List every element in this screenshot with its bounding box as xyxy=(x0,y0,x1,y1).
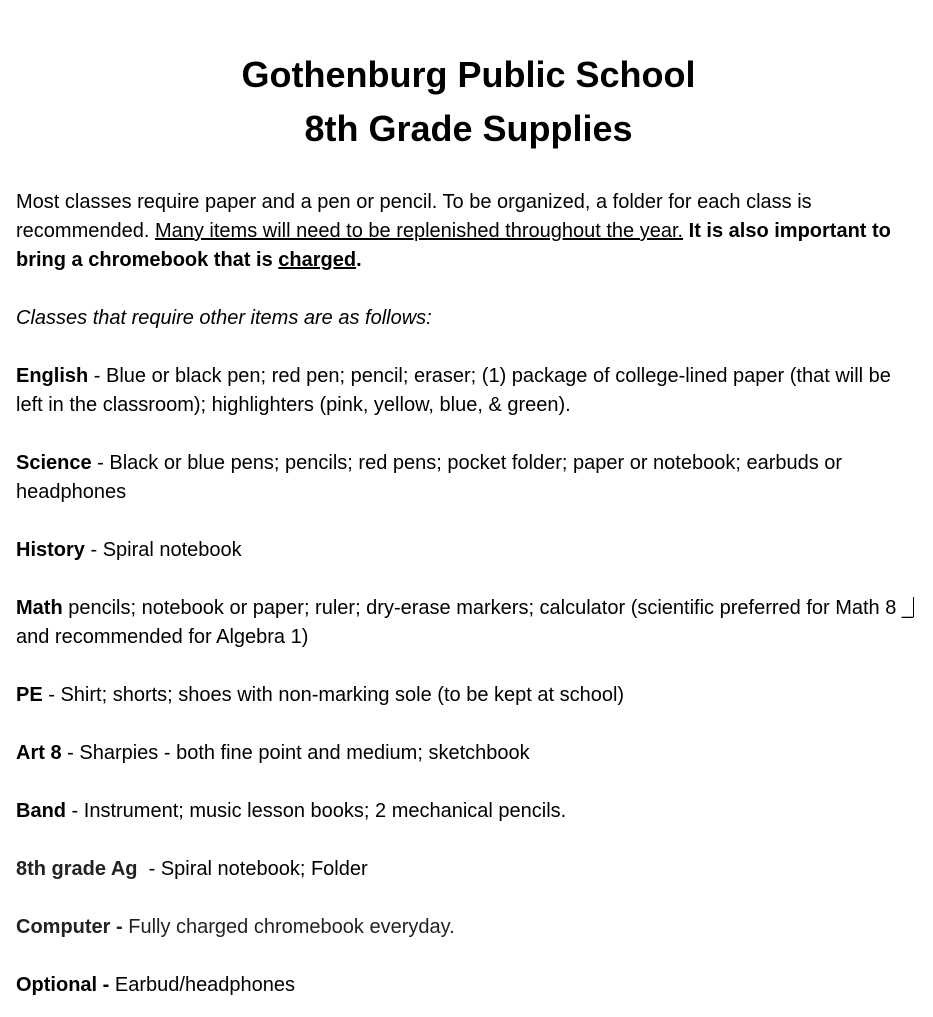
subject-name: 8th grade Ag xyxy=(16,858,138,880)
subject-optional xyxy=(16,971,921,1000)
school-title: Gothenburg Public School xyxy=(241,54,696,95)
subject-history xyxy=(16,536,921,565)
grade-title: 8th Grade Supplies xyxy=(304,108,633,149)
subject-items: Spiral notebook xyxy=(102,539,242,561)
subject-items: pencils; notebook or paper; ruler; dry-erase markers; calculator (scientific preferred for Math 8 _ xyxy=(68,597,914,619)
subject-items: Earbud/headphones xyxy=(114,974,296,996)
subject-items: Shirt; shorts; shoes with non-marking sole (to be kept at school) xyxy=(60,684,625,706)
subject-name: Math xyxy=(16,597,63,619)
subject-items-continued: and recommended for Algebra 1) xyxy=(16,626,309,648)
intro-underlined-text: Many items will need to be replenished throughout the year. xyxy=(154,220,684,242)
intro-charged-text: charged xyxy=(278,249,357,271)
subject-math xyxy=(16,594,921,652)
classes-heading: Classes that require other items are as follows: xyxy=(16,307,432,329)
subject-name: English xyxy=(16,365,89,387)
title-block xyxy=(16,0,921,156)
subject-items: Sharpies - both fine point and medium; sketchbook xyxy=(79,742,530,764)
subject-items: Fully charged chromebook everyday. xyxy=(128,916,455,938)
subject-separator: - xyxy=(137,858,161,880)
subject-art xyxy=(16,739,921,768)
subject-name: PE xyxy=(16,684,43,706)
intro-bold-text: It is also important to bring a chromebook that is xyxy=(16,220,891,271)
subject-name: History xyxy=(16,539,85,561)
subject-separator: - xyxy=(42,684,61,706)
subject-ag xyxy=(16,855,921,884)
intro-paragraph xyxy=(16,188,921,275)
subject-separator: - xyxy=(84,539,103,561)
subject-science xyxy=(16,449,921,507)
subject-separator: - xyxy=(88,365,107,387)
subject-items: Black or blue pens; pencils; red pens; pocket folder; paper or notebook; earbuds or headphones xyxy=(16,452,843,503)
subject-computer xyxy=(16,913,921,942)
subject-items: Instrument; music lesson books; 2 mechanical pencils. xyxy=(83,800,567,822)
subject-separator: - xyxy=(61,742,80,764)
text-cursor xyxy=(913,597,914,617)
subject-separator: - xyxy=(66,800,84,822)
intro-text: Most classes require paper and a pen or pencil. To be organized, a folder for each class is recommended. xyxy=(16,191,812,242)
intro-bold-end: . xyxy=(356,249,362,271)
subject-separator: - xyxy=(91,452,110,474)
subject-name: Science xyxy=(16,452,92,474)
subject-items: Blue or black pen; red pen; pencil; eraser; (1) package of college-lined paper (that will be left in the classroom); highlighters (pink, yellow, blue, & green). xyxy=(16,365,891,416)
subject-english xyxy=(16,362,921,420)
subject-name: Computer - xyxy=(16,916,123,938)
subject-items: Spiral notebook; Folder xyxy=(160,858,368,880)
subject-name: Art 8 xyxy=(16,742,62,764)
subject-band xyxy=(16,797,921,826)
subject-name: Band xyxy=(16,800,66,822)
subject-pe xyxy=(16,681,921,710)
subject-name: Optional - xyxy=(16,974,110,996)
